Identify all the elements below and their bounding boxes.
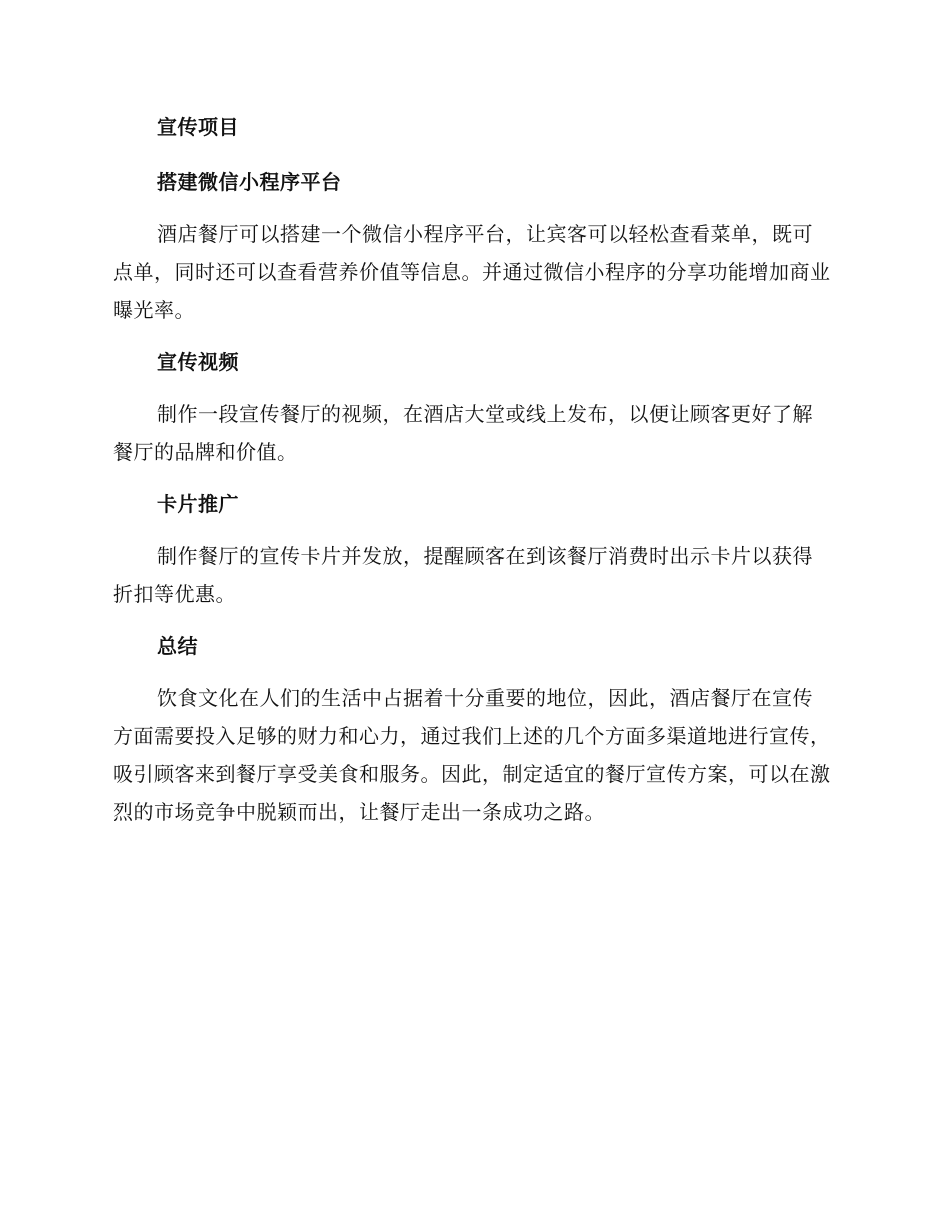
section-body-wechat-mini-program: 酒店餐厅可以搭建一个微信小程序平台，让宾客可以轻松查看菜单，既可点单，同时还可以查看营养价值等信息。并通过微信小程序的分享功能增加商业曝光率。 (113, 222, 831, 322)
section-body-summary: 饮食文化在人们的生活中占据着十分重要的地位，因此，酒店餐厅在宣传方面需要投入足够的财力和心力，通过我们上述的几个方面多渠道地进行宣传，吸引顾客来到餐厅享受美食和服务。因此，制定适宜的餐厅宣传方案，可以在激烈的市场竞争中脱颖而出，让餐厅走出一条成功之路。 (113, 686, 831, 824)
section-body-card-promotion: 制作餐厅的宣传卡片并发放，提醒顾客在到该餐厅消费时出示卡片以获得折扣等优惠。 (113, 544, 813, 606)
section-heading-card-promotion: 卡片推广 (157, 492, 239, 516)
section-body-promo-video: 制作一段宣传餐厅的视频，在酒店大堂或线上发布，以便让顾客更好了解餐厅的品牌和价值。 (113, 402, 813, 464)
section-heading-summary: 总结 (157, 634, 198, 658)
document-content (113, 110, 833, 831)
section-heading-promotion-projects: 宣传项目 (157, 115, 239, 139)
section-heading-promo-video: 宣传视频 (157, 350, 239, 374)
section-heading-wechat-mini-program: 搭建微信小程序平台 (157, 170, 342, 194)
